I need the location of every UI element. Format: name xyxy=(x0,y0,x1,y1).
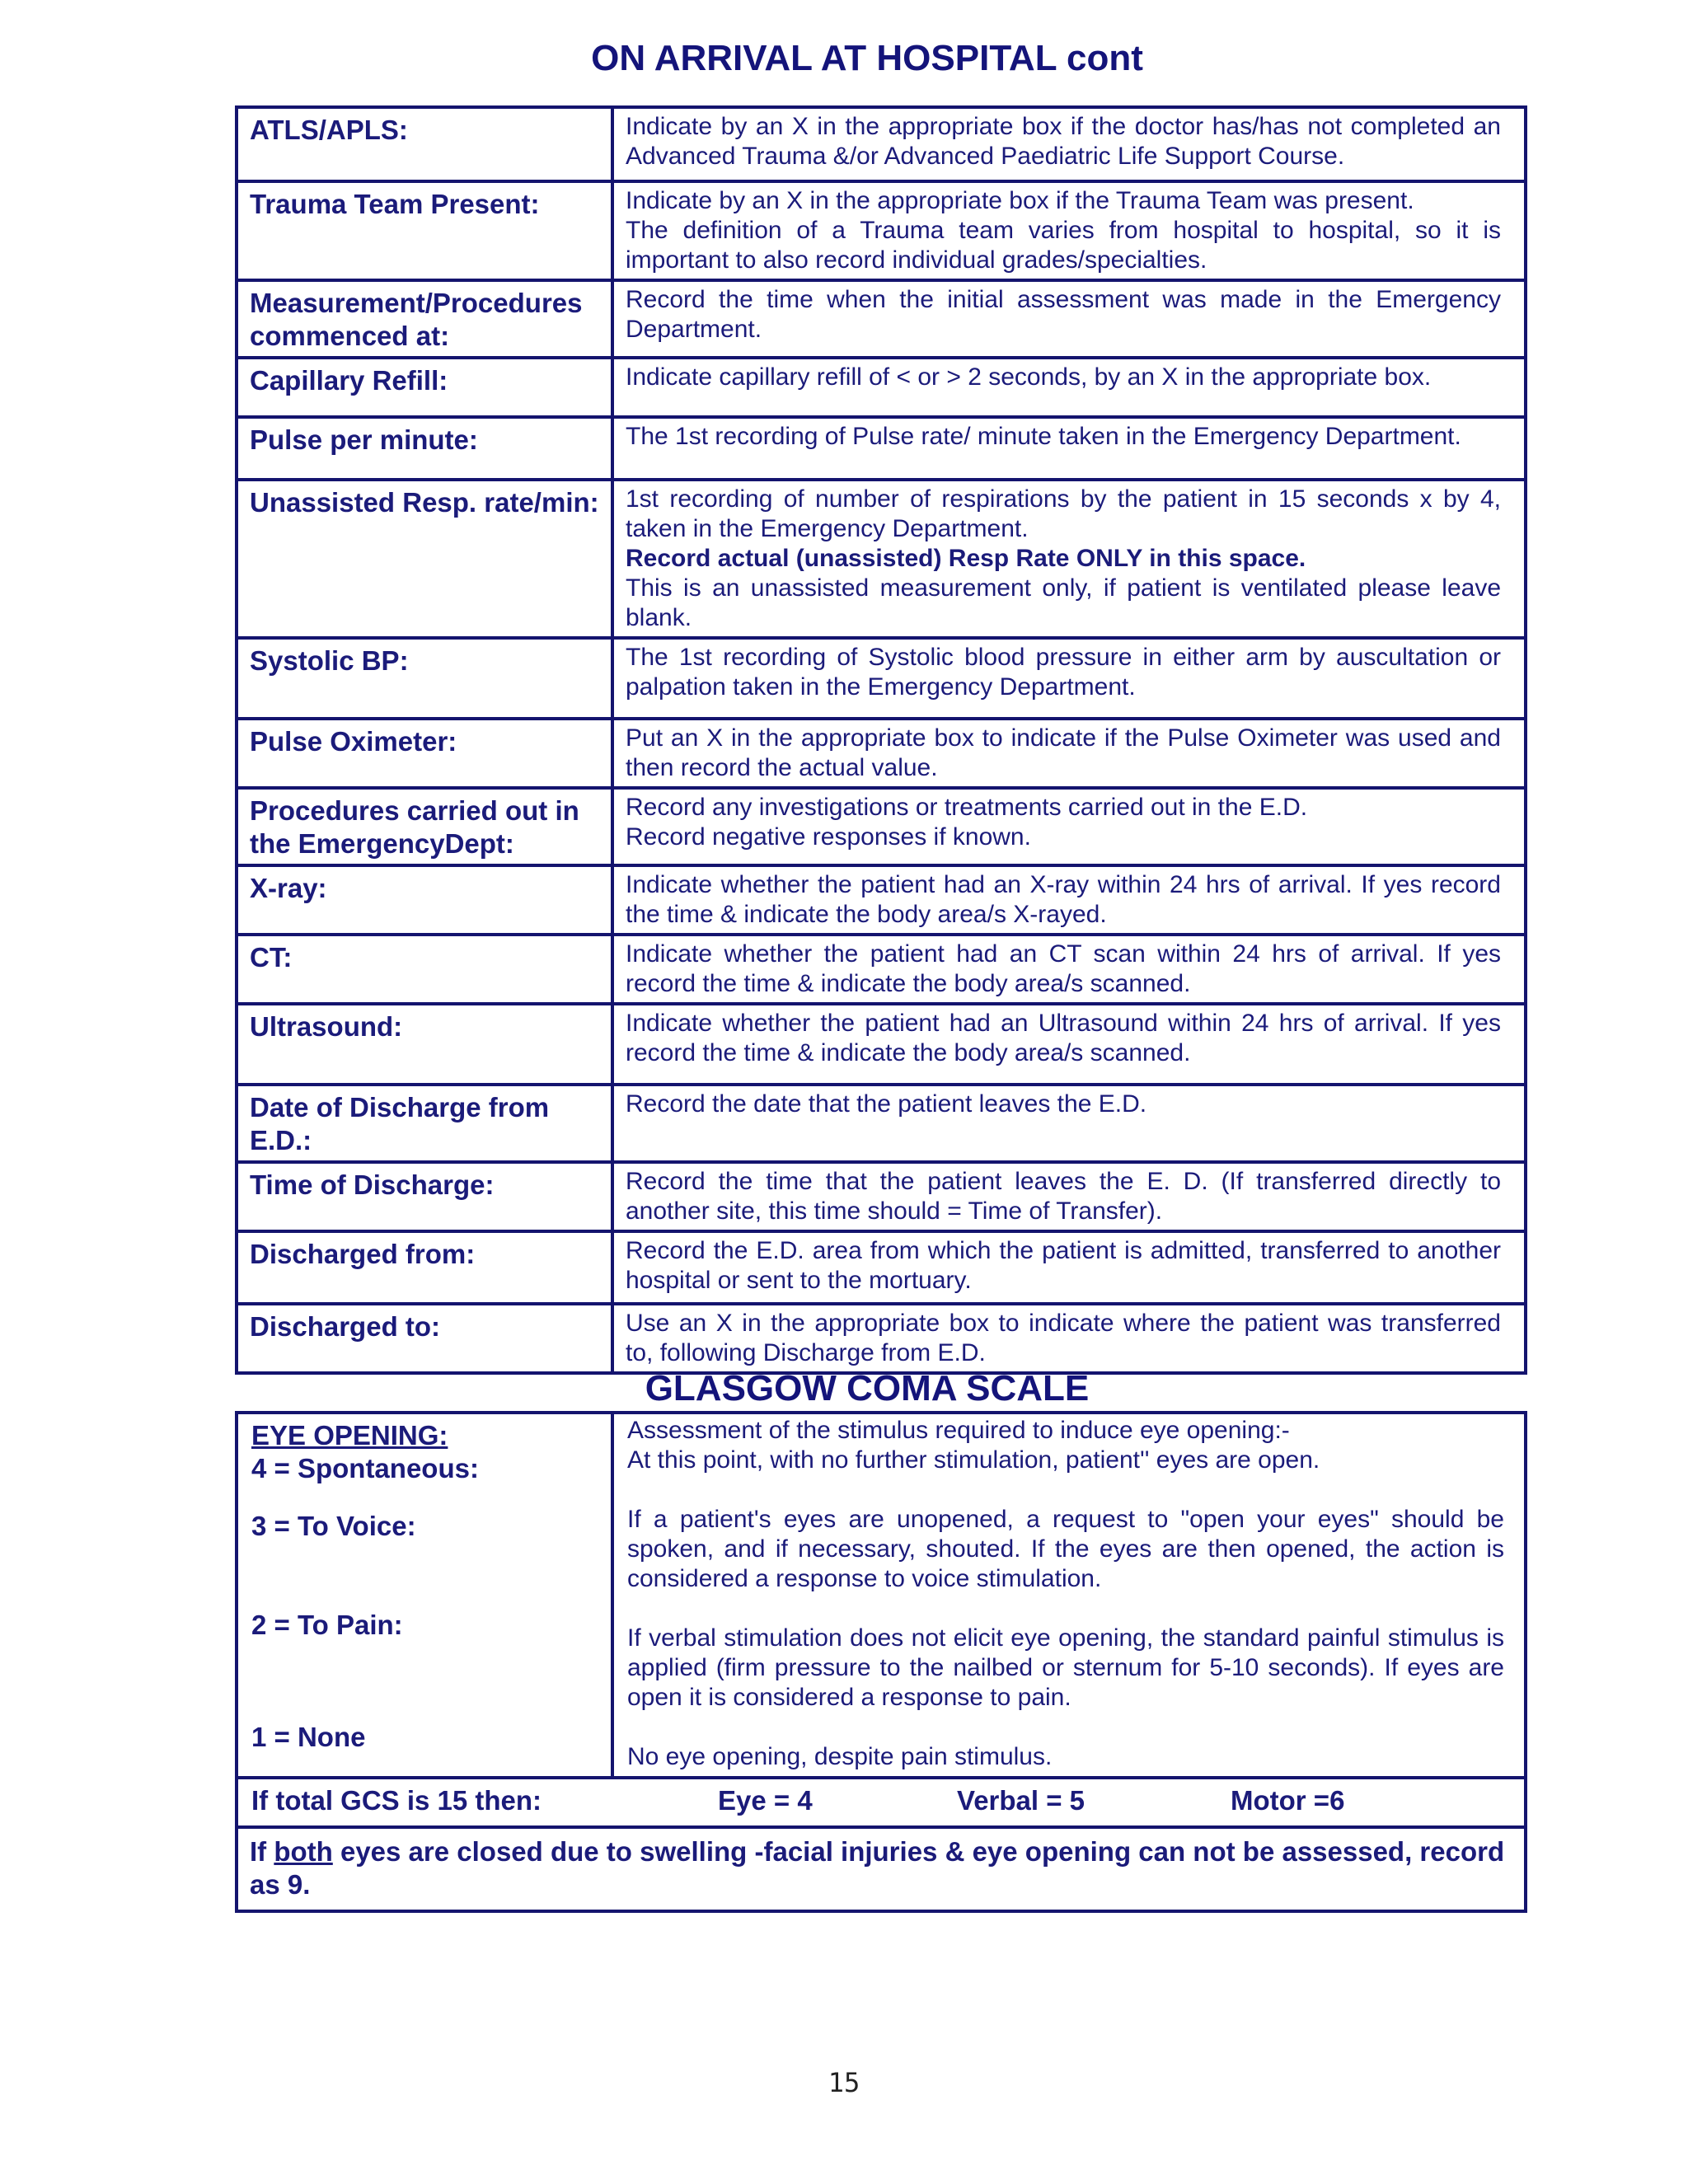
row-description: Record the time when the initial assessment was made in the Emergency Department. xyxy=(612,280,1526,358)
row-label: Time of Discharge: xyxy=(237,1162,612,1231)
gcs-total-cell xyxy=(237,1778,1526,1827)
table-row xyxy=(237,280,1526,358)
eye-opening-descriptions xyxy=(612,1413,1526,1778)
row-label: Discharged to: xyxy=(237,1304,612,1373)
motor-total: Motor =6 xyxy=(1231,1785,1345,1816)
verbal-total: Verbal = 5 xyxy=(957,1785,1085,1816)
gcs-title: GLASGOW COMA SCALE xyxy=(645,1368,1090,1408)
table-row xyxy=(237,719,1526,788)
table-row xyxy=(237,1231,1526,1304)
desc-spontaneous: At this point, with no further stimulation, patient'' eyes are open. xyxy=(627,1446,1320,1474)
row-label: ATLS/APLS: xyxy=(237,107,612,181)
row-label: X-ray: xyxy=(237,865,612,935)
table-row xyxy=(237,1304,1526,1373)
desc-none: No eye opening, despite pain stimulus. xyxy=(627,1743,1053,1770)
row-label: Ultrasound: xyxy=(237,1004,612,1085)
gcs-total-row xyxy=(237,1778,1526,1827)
level-to-voice: 3 = To Voice: xyxy=(251,1511,416,1541)
row-label: Discharged from: xyxy=(237,1231,612,1304)
total-label: If total GCS is 15 then: xyxy=(251,1785,542,1816)
table-row xyxy=(237,181,1526,280)
arrival-table xyxy=(235,105,1527,1375)
row-label: Measurement/Procedures commenced at: xyxy=(237,280,612,358)
page-title: ON ARRIVAL AT HOSPITAL cont xyxy=(591,38,1143,78)
level-to-pain: 2 = To Pain: xyxy=(251,1610,403,1640)
row-label: Pulse Oximeter: xyxy=(237,719,612,788)
table-row xyxy=(237,788,1526,865)
row-label: Trauma Team Present: xyxy=(237,181,612,280)
table-row xyxy=(237,417,1526,480)
level-none: 1 = None xyxy=(251,1722,366,1752)
row-description: The 1st recording of Systolic blood pressure in either arm by auscultation or palpation taken in the Emergency Department. xyxy=(612,638,1526,719)
gcs-intro: Assessment of the stimulus required to induce eye opening:- xyxy=(627,1417,1290,1444)
row-label: Unassisted Resp. rate/min: xyxy=(237,480,612,638)
row-description: Indicate capillary refill of < or > 2 seconds, by an X in the appropriate box. xyxy=(612,358,1526,417)
page-number: 15 xyxy=(828,2067,860,2098)
table-row xyxy=(237,865,1526,935)
table-row xyxy=(237,1162,1526,1231)
level-spontaneous: 4 = Spontaneous: xyxy=(251,1453,479,1483)
eye-total: Eye = 4 xyxy=(718,1785,813,1816)
row-label: Procedures carried out in the EmergencyDept: xyxy=(237,788,612,865)
table-row xyxy=(237,1004,1526,1085)
table-row xyxy=(237,935,1526,1004)
row-label: Date of Discharge from E.D.: xyxy=(237,1085,612,1162)
row-description: Record the E.D. area from which the patient is admitted, transferred to another hospital or sent to the mortuary. xyxy=(612,1231,1526,1304)
table-row xyxy=(237,358,1526,417)
table-row xyxy=(237,1085,1526,1162)
gcs-table xyxy=(235,1411,1527,1913)
row-description: Put an X in the appropriate box to indicate if the Pulse Oximeter was used and then record the actual value. xyxy=(612,719,1526,788)
row-label: Capillary Refill: xyxy=(237,358,612,417)
row-description: Indicate whether the patient had an CT scan within 24 hrs of arrival. If yes record the time & indicate the body area/s scanned. xyxy=(612,935,1526,1004)
row-description: Indicate by an X in the appropriate box if the Trauma Team was present. The definition of a Trauma team varies from hospital to hospital, so it is important to also record individual grades/specialties. xyxy=(612,181,1526,280)
row-description: 1st recording of number of respirations by the patient in 15 seconds x by 4, taken in the Emergency Department. Record actual (unassisted) Resp Rate ONLY in this space. This is an unassisted measurement only, if patient is ventilated please leave blank. xyxy=(612,480,1526,638)
table-row xyxy=(237,107,1526,181)
closed-eyes-note: If both eyes are closed due to swelling -facial injuries & eye opening can not be assessed, record as 9. xyxy=(237,1827,1526,1911)
row-description: Indicate whether the patient had an Ultrasound within 24 hrs of arrival. If yes record the time & indicate the body area/s scanned. xyxy=(612,1004,1526,1085)
row-description: Record the date that the patient leaves the E.D. xyxy=(612,1085,1526,1162)
eye-opening-heading: EYE OPENING: xyxy=(251,1420,448,1451)
closed-eyes-row xyxy=(237,1827,1526,1911)
row-description: Record the time that the patient leaves the E. D. (If transferred directly to another site, this time should = Time of Transfer). xyxy=(612,1162,1526,1231)
row-description: Record any investigations or treatments carried out in the E.D. Record negative responses if known. xyxy=(612,788,1526,865)
row-label: Pulse per minute: xyxy=(237,417,612,480)
row-description: Indicate by an X in the appropriate box if the doctor has/has not completed an Advanced Trauma &/or Advanced Paediatric Life Support Course. xyxy=(612,107,1526,181)
table-row xyxy=(237,480,1526,638)
row-label: Systolic BP: xyxy=(237,638,612,719)
row-label: CT: xyxy=(237,935,612,1004)
row-description: Use an X in the appropriate box to indicate where the patient was transferred to, following Discharge from E.D. xyxy=(612,1304,1526,1373)
desc-to-voice: If a patient's eyes are unopened, a request to "open your eyes" should be spoken, and if necessary, shouted. If the eyes are then opened, the action is considered a response to voice stimulation. xyxy=(627,1506,1504,1592)
eye-opening-levels xyxy=(237,1413,612,1778)
row-description: Indicate whether the patient had an X-ray within 24 hrs of arrival. If yes record the time & indicate the body area/s X-rayed. xyxy=(612,865,1526,935)
desc-to-pain: If verbal stimulation does not elicit eye opening, the standard painful stimulus is applied (firm pressure to the nailbed or sternum for 5-10 seconds). If eyes are open it is considered a response to pain. xyxy=(627,1624,1504,1711)
row-description: The 1st recording of Pulse rate/ minute taken in the Emergency Department. xyxy=(612,417,1526,480)
table-row xyxy=(237,638,1526,719)
eye-opening-row xyxy=(237,1413,1526,1778)
